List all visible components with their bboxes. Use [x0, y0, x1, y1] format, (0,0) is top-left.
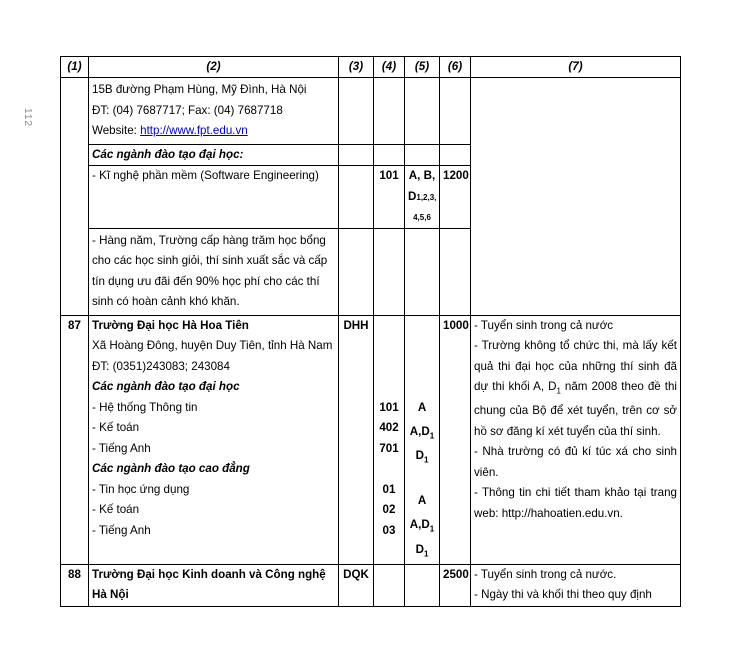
hoatien-major-blocks: A $A,D_1$ $D_1$ A $A,D_1$ $D_1$	[405, 315, 440, 564]
hoatien-phone: ĐT: (0351)243083; 243084	[92, 359, 230, 373]
kinhdoanh-row	[61, 564, 681, 606]
header-col-5: (5)	[405, 57, 440, 78]
header-col-2: (2)	[89, 57, 339, 78]
hoatien-umajor-2: - Kế toán	[92, 421, 140, 434]
hoatien-name: Trường Đại học Hà Hoa Tiên	[92, 318, 249, 332]
fpt-website-label: Website:	[92, 124, 141, 137]
header-row	[61, 57, 681, 78]
page-number: 112	[22, 108, 33, 127]
fpt-phone: ĐT: (04) 7687717; Fax: (04) 7687718	[92, 103, 283, 117]
hoatien-note-2: - Trường không tổ chức thi, mà lấy kết quả thi đại học của những thí sinh đã dự thi khối A, $D_1$ năm 2008 theo đề thi chung của Bộ để xét tuyển, trên cơ sở hồ sơ đăng kí xét tuyển của thí sinh.	[474, 339, 678, 438]
kinhdoanh-notes	[471, 564, 681, 606]
hoatien-cmajor-1: - Tin học ứng dụng	[92, 482, 190, 496]
kinhdoanh-note-1: - Tuyển sinh trong cả nước.	[474, 567, 617, 581]
header-col-7: (7)	[471, 57, 681, 78]
fpt-major-code: 101	[374, 166, 405, 229]
hoatien-major-codes: 101 402 701 01 02 03	[374, 315, 405, 564]
kinhdoanh-name: Trường Đại học Kinh doanh và Công nghệ Hà Nội	[89, 564, 339, 606]
fpt-major-blocks: A, B, D1,2,3, 4,5,6	[405, 166, 440, 229]
hoatien-main-cell	[89, 315, 339, 564]
hoatien-address: Xã Hoàng Đông, huyện Duy Tiên, tỉnh Hà Nam	[92, 339, 333, 352]
header-col-3: (3)	[339, 57, 374, 78]
kinhdoanh-code: DQK	[339, 564, 374, 606]
hoatien-row	[61, 315, 681, 564]
header-col-1: (1)	[61, 57, 89, 78]
fpt-notes-cell	[471, 78, 681, 316]
hoatien-notes	[471, 315, 681, 564]
admissions-table	[60, 56, 681, 607]
hoatien-umajor-3: - Tiếng Anh	[92, 441, 151, 455]
fpt-website	[92, 121, 335, 142]
fpt-address: 15B đường Phạm Hùng, Mỹ Đình, Hà Nội	[92, 83, 307, 96]
fpt-scholarship: - Hàng năm, Trường cấp hàng trăm học bổng cho các học sinh giỏi, thí sinh xuất sắc và cấp tín dụng ưu đãi đến 90% học phí cho các thí sinh có hoàn cảnh khó khăn.	[89, 228, 339, 315]
hoatien-umajor-1: - Hệ thống Thông tin	[92, 400, 198, 414]
fpt-no-cell	[61, 78, 89, 316]
hoatien-section-university: Các ngành đào tạo đại học	[92, 380, 240, 393]
fpt-section-university: Các ngành đào tạo đại học:	[89, 144, 339, 166]
hoatien-note-4: - Thông tin chi tiết tham khảo tại trang web: http://hahoatien.edu.vn.	[474, 486, 677, 520]
fpt-major-name: - Kĩ nghệ phần mềm (Software Engineering)	[89, 166, 339, 229]
hoatien-cmajor-3: - Tiếng Anh	[92, 523, 151, 537]
header-col-4: (4)	[374, 57, 405, 78]
hoatien-note-1: - Tuyển sinh trong cả nước	[474, 318, 614, 332]
hoatien-section-college: Các ngành đào tạo cao đẳng	[92, 462, 250, 475]
hoatien-note-3: - Nhà trường có đủ kí túc xá cho sinh viên.	[474, 445, 677, 479]
kinhdoanh-note-2: - Ngày thi và khối thi theo quy định	[474, 588, 652, 602]
kinhdoanh-no: 88	[61, 564, 89, 606]
fpt-website-link[interactable]: http://www.fpt.edu.vn	[140, 124, 248, 137]
hoatien-code: DHH	[339, 315, 374, 564]
hoatien-cmajor-2: - Kế toán	[92, 503, 140, 516]
fpt-contact-row	[61, 78, 681, 145]
hoatien-no: 87	[61, 315, 89, 564]
fpt-contact-cell	[89, 78, 339, 145]
header-col-6: (6)	[440, 57, 471, 78]
fpt-quota: 1200	[440, 166, 471, 229]
kinhdoanh-quota: 2500	[440, 564, 471, 606]
hoatien-quota: 1000	[440, 315, 471, 564]
